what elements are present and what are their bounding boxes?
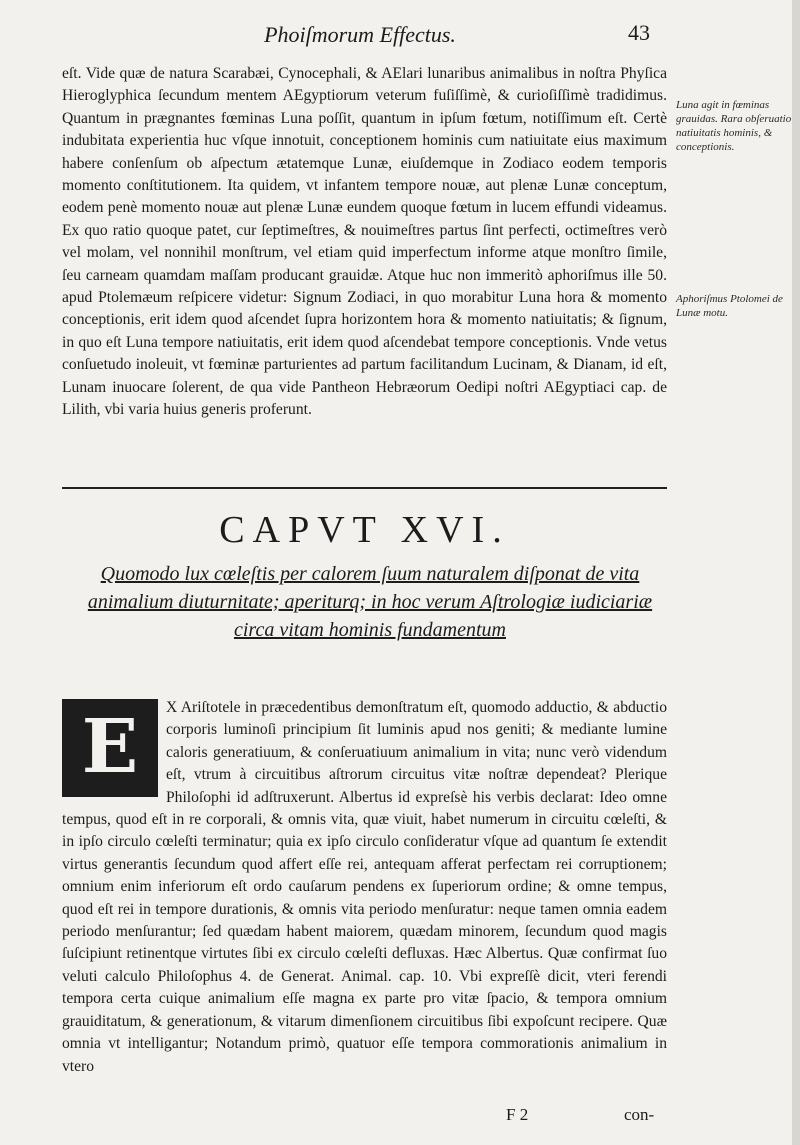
catchword: con- (624, 1105, 655, 1124)
paragraph-text: eſt. Vide quæ de natura Scarabæi, Cynocephali, & AElari lunaribus animalibus in noſtra Phyſica Hieroglyphica ſecundum mentem AEgyptiorum veterum fuſiſſimè, & curioſiſſimè tradidimus. Quantum in prægnantes fœminas Luna poſſit, quantum in ipſum fœtum, notiſſimum eſt. Certè indubitata experientia huc vſque innotuit, conceptionem hominis cum natiuitate eius maximum habere conſenſum ob aſpectum ætatemque Lunæ, eiuſdemque in Zodiaco eodem temporis momento conſtitutionem. Ita quidem, vt infantem tempore nouæ, aut plenæ Lunæ conceptum, eodem penè momento nouæ aut plenæ Lunæ eundem quoque fœtum in lucem effundi videamus. Ex quo ratio quoque patet, cur ſeptimeſtres, & nouimeſtres partus ſint perfecti, octimeſtres verò vel molam, vel nonnihil monſtrum, vel etiam quid imperfectum informe atque monſtro ſimile, ſeu carneam quamdam maſſam producant grauidæ. Atque huc non immeritò aphoriſmus ille 50. apud Ptolemæum reſpicere videtur: Signum Zodiaci, in quo morabitur Luna hora & momento conceptionis, erit idem quod aſcendet ſupra horizontem hora & momento natiuitatis; & ſignum, in quo eſt Luna tempore natiuitatis, erit idem quod aſcendebat tempore conceptionis. Vnde vetus conſuetudo inoleuit, vt fœminæ parturientes ad partum facilitandum Lucinam, & Dianam, id eſt, Lunam inuocare ſolerent, de qua vide Pantheon Hebræorum Oedipi noſtri AEgyptiaci cap. de Lilith, vbi varia huius generis proferunt. (62, 65, 667, 419)
section-divider (62, 487, 667, 489)
page-number: 43 (628, 20, 650, 45)
signature-mark: F 2 (506, 1105, 529, 1124)
margin-note: Aphoriſmus Ptolomei de Lunæ motu. (676, 293, 783, 319)
margin-note: Luna agit in fœminas grauidas. Rara obſeruatio natiuitatis hominis, & conceptionis. (676, 99, 792, 153)
running-title: Phoiſmorum Effectus. (264, 22, 456, 47)
chapter-body (62, 697, 667, 1078)
chapter-body-text: X Ariſtotele in præcedentibus demonſtratum eſt, quomodo adductio, & abductio corporis luminoſi principium ſit luminis apud nos geniti; & mediante lumine caloris generatiuum, & conſeruatiuum animalium in vita; nunc verò videndum eſt, vtrum à circuitibus aſtrorum circuitus vitæ noſtræ dependeat? Plerique Philoſophi id adſtruxerunt. Albertus id expreſsè his verbis declarat: Ideo omne tempus, quod eſt in re corporali, & omnis vita, quæ viuit, habet numerum in circuitu cœleſti, & in ipſo circulo cœleſti terminatur; quia ex ipſo circulo conſideratur vſque ad quantum ſe extendit virtus generantis ſecundum quod affert eſſe rei, antequam afferat perfectam rei corruptionem; omnium enim inferiorum eſt ordo cauſarum pendens ex ſuperiorum ordine; & omne tempus, quod eſt rei in tempore durationis, & omnis vita periodo menſuratur: neque tamen omnia eadem periodo menſurantur; ſed quædam habent maiorem, quædam minorem, ſecundum quod magis ſuſcipiunt retinentque virtutes ſibi ex circulo cœleſti defluxas. Hæc Albertus. Quæ confirmat ſuo veluti calculo Philoſophus 4. de Generat. Animal. cap. 10. Vbi expreſſè dicit, vteri ferendi tempora certa cuique animalium eſſe magna ex parte pro vitæ ſpacio, & tempora omnium grauiditatum, & generationum, & vitarum dimenſionem circuitibus ſibi expoſcunt recipere. Quæ omnia vt intelligantur; Notandum primò, quatuor eſſe tempora commorationis animalium in vtero (62, 699, 667, 1075)
chapter-heading: CAPVT XVI. (219, 509, 510, 551)
page-edge (792, 0, 800, 1145)
chapter-title: Quomodo lux cœleſtis per calorem ſuum naturalem diſponat de vita animalium diuturnitate; aperiturq; in hoc verum Aſtrologiæ iudiciariæ circa vitam hominis fundamentum (87, 563, 653, 641)
decorative-initial: E (62, 699, 158, 797)
